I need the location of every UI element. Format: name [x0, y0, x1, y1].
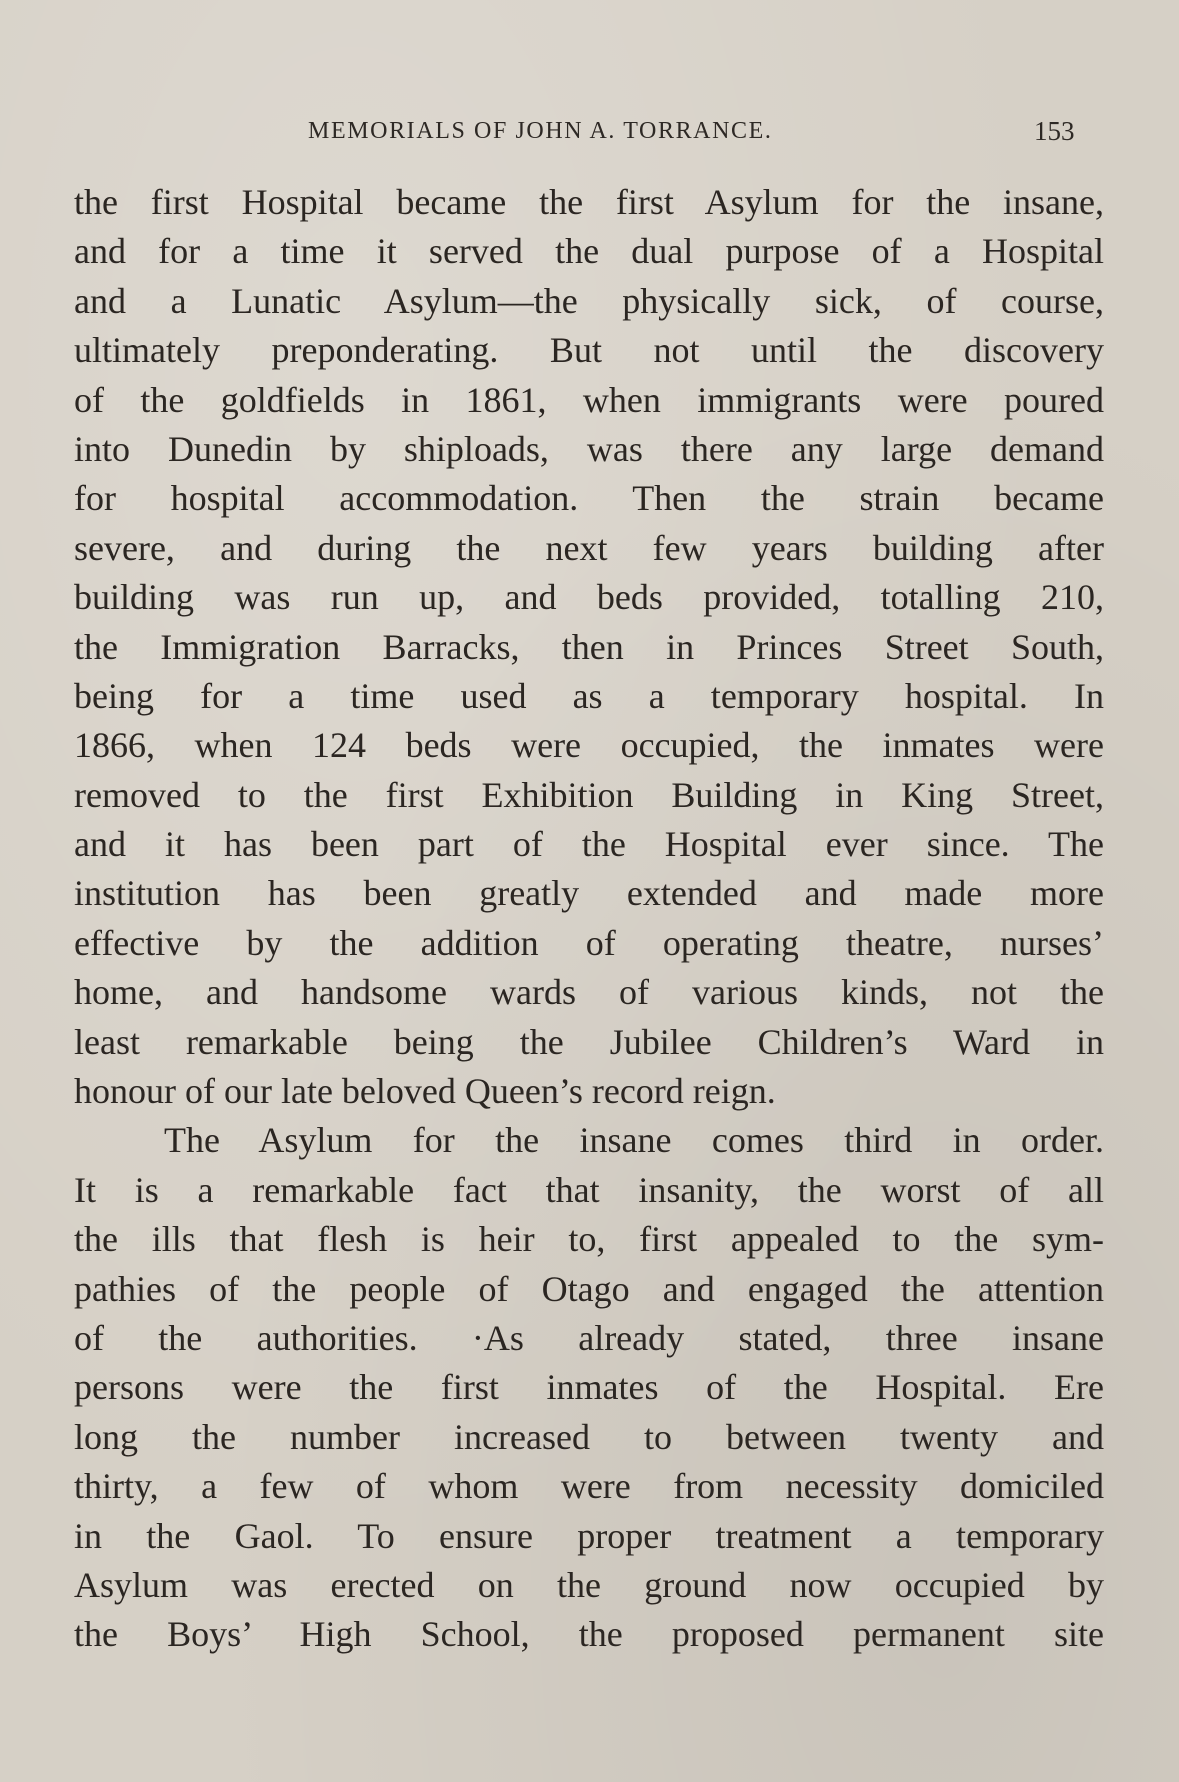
paragraph-end-line: honour of our late beloved Queen’s record reign. — [74, 1071, 776, 1112]
text-line: the Boys’ High School, the proposed permanent site — [74, 1614, 1104, 1655]
text-line: It is a remarkable fact that insanity, the worst of all — [74, 1169, 1104, 1210]
page-number: 153 — [1034, 116, 1075, 146]
text-line: institution has been greatly extended and made more — [74, 873, 1104, 914]
text-line: persons were the first inmates of the Hospital. Ere — [74, 1367, 1104, 1408]
body-text — [74, 178, 1104, 1660]
text-line: effective by the addition of operating theatre, nurses’ — [74, 922, 1104, 963]
text-line: the first Hospital became the first Asylum for the insane, — [74, 182, 1104, 222]
text-line: of the goldfields in 1861, when immigrants were poured — [74, 379, 1104, 420]
text-line: being for a time used as a temporary hospital. In — [74, 675, 1104, 716]
text-line: 1866, when 124 beds were occupied, the inmates were — [74, 725, 1104, 766]
text-line: pathies of the people of Otago and engaged the attention — [74, 1268, 1104, 1309]
text-line: long the number increased to between twenty and — [74, 1416, 1104, 1457]
text-line: home, and handsome wards of various kinds, not the — [74, 972, 1104, 1013]
text-line: building was run up, and beds provided, totalling 210, — [74, 577, 1104, 618]
text-line: and a Lunatic Asylum—the physically sick, of course, — [74, 280, 1104, 321]
text-line: in the Gaol. To ensure proper treatment a temporary — [74, 1515, 1104, 1556]
text-line: for hospital accommodation. Then the strain became — [74, 478, 1104, 519]
text-line: Asylum was erected on the ground now occupied by — [74, 1564, 1104, 1605]
text-line: into Dunedin by shiploads, was there any large demand — [74, 428, 1104, 469]
text-line: the Immigration Barracks, then in Princes Street South, — [74, 626, 1104, 667]
text-line: and for a time it served the dual purpose of a Hospital — [74, 231, 1104, 272]
text-line: least remarkable being the Jubilee Children’s Ward in — [74, 1021, 1104, 1062]
text-line: removed to the first Exhibition Building in King Street, — [74, 774, 1104, 815]
text-line: thirty, a few of whom were from necessity domiciled — [74, 1466, 1104, 1507]
running-head-title: MEMORIALS OF JOHN A. TORRANCE. — [308, 118, 773, 144]
text-line: and it has been part of the Hospital ever since. The — [74, 824, 1104, 865]
paragraph-start-line: The Asylum for the insane comes third in order. — [164, 1120, 1104, 1161]
text-line: ultimately preponderating. But not until the discovery — [74, 330, 1104, 371]
text-line: the ills that flesh is heir to, first appealed to the sym- — [74, 1219, 1104, 1260]
text-line: severe, and during the next few years building after — [74, 527, 1104, 568]
text-line: of the authorities. ·As already stated, three insane — [74, 1317, 1104, 1358]
